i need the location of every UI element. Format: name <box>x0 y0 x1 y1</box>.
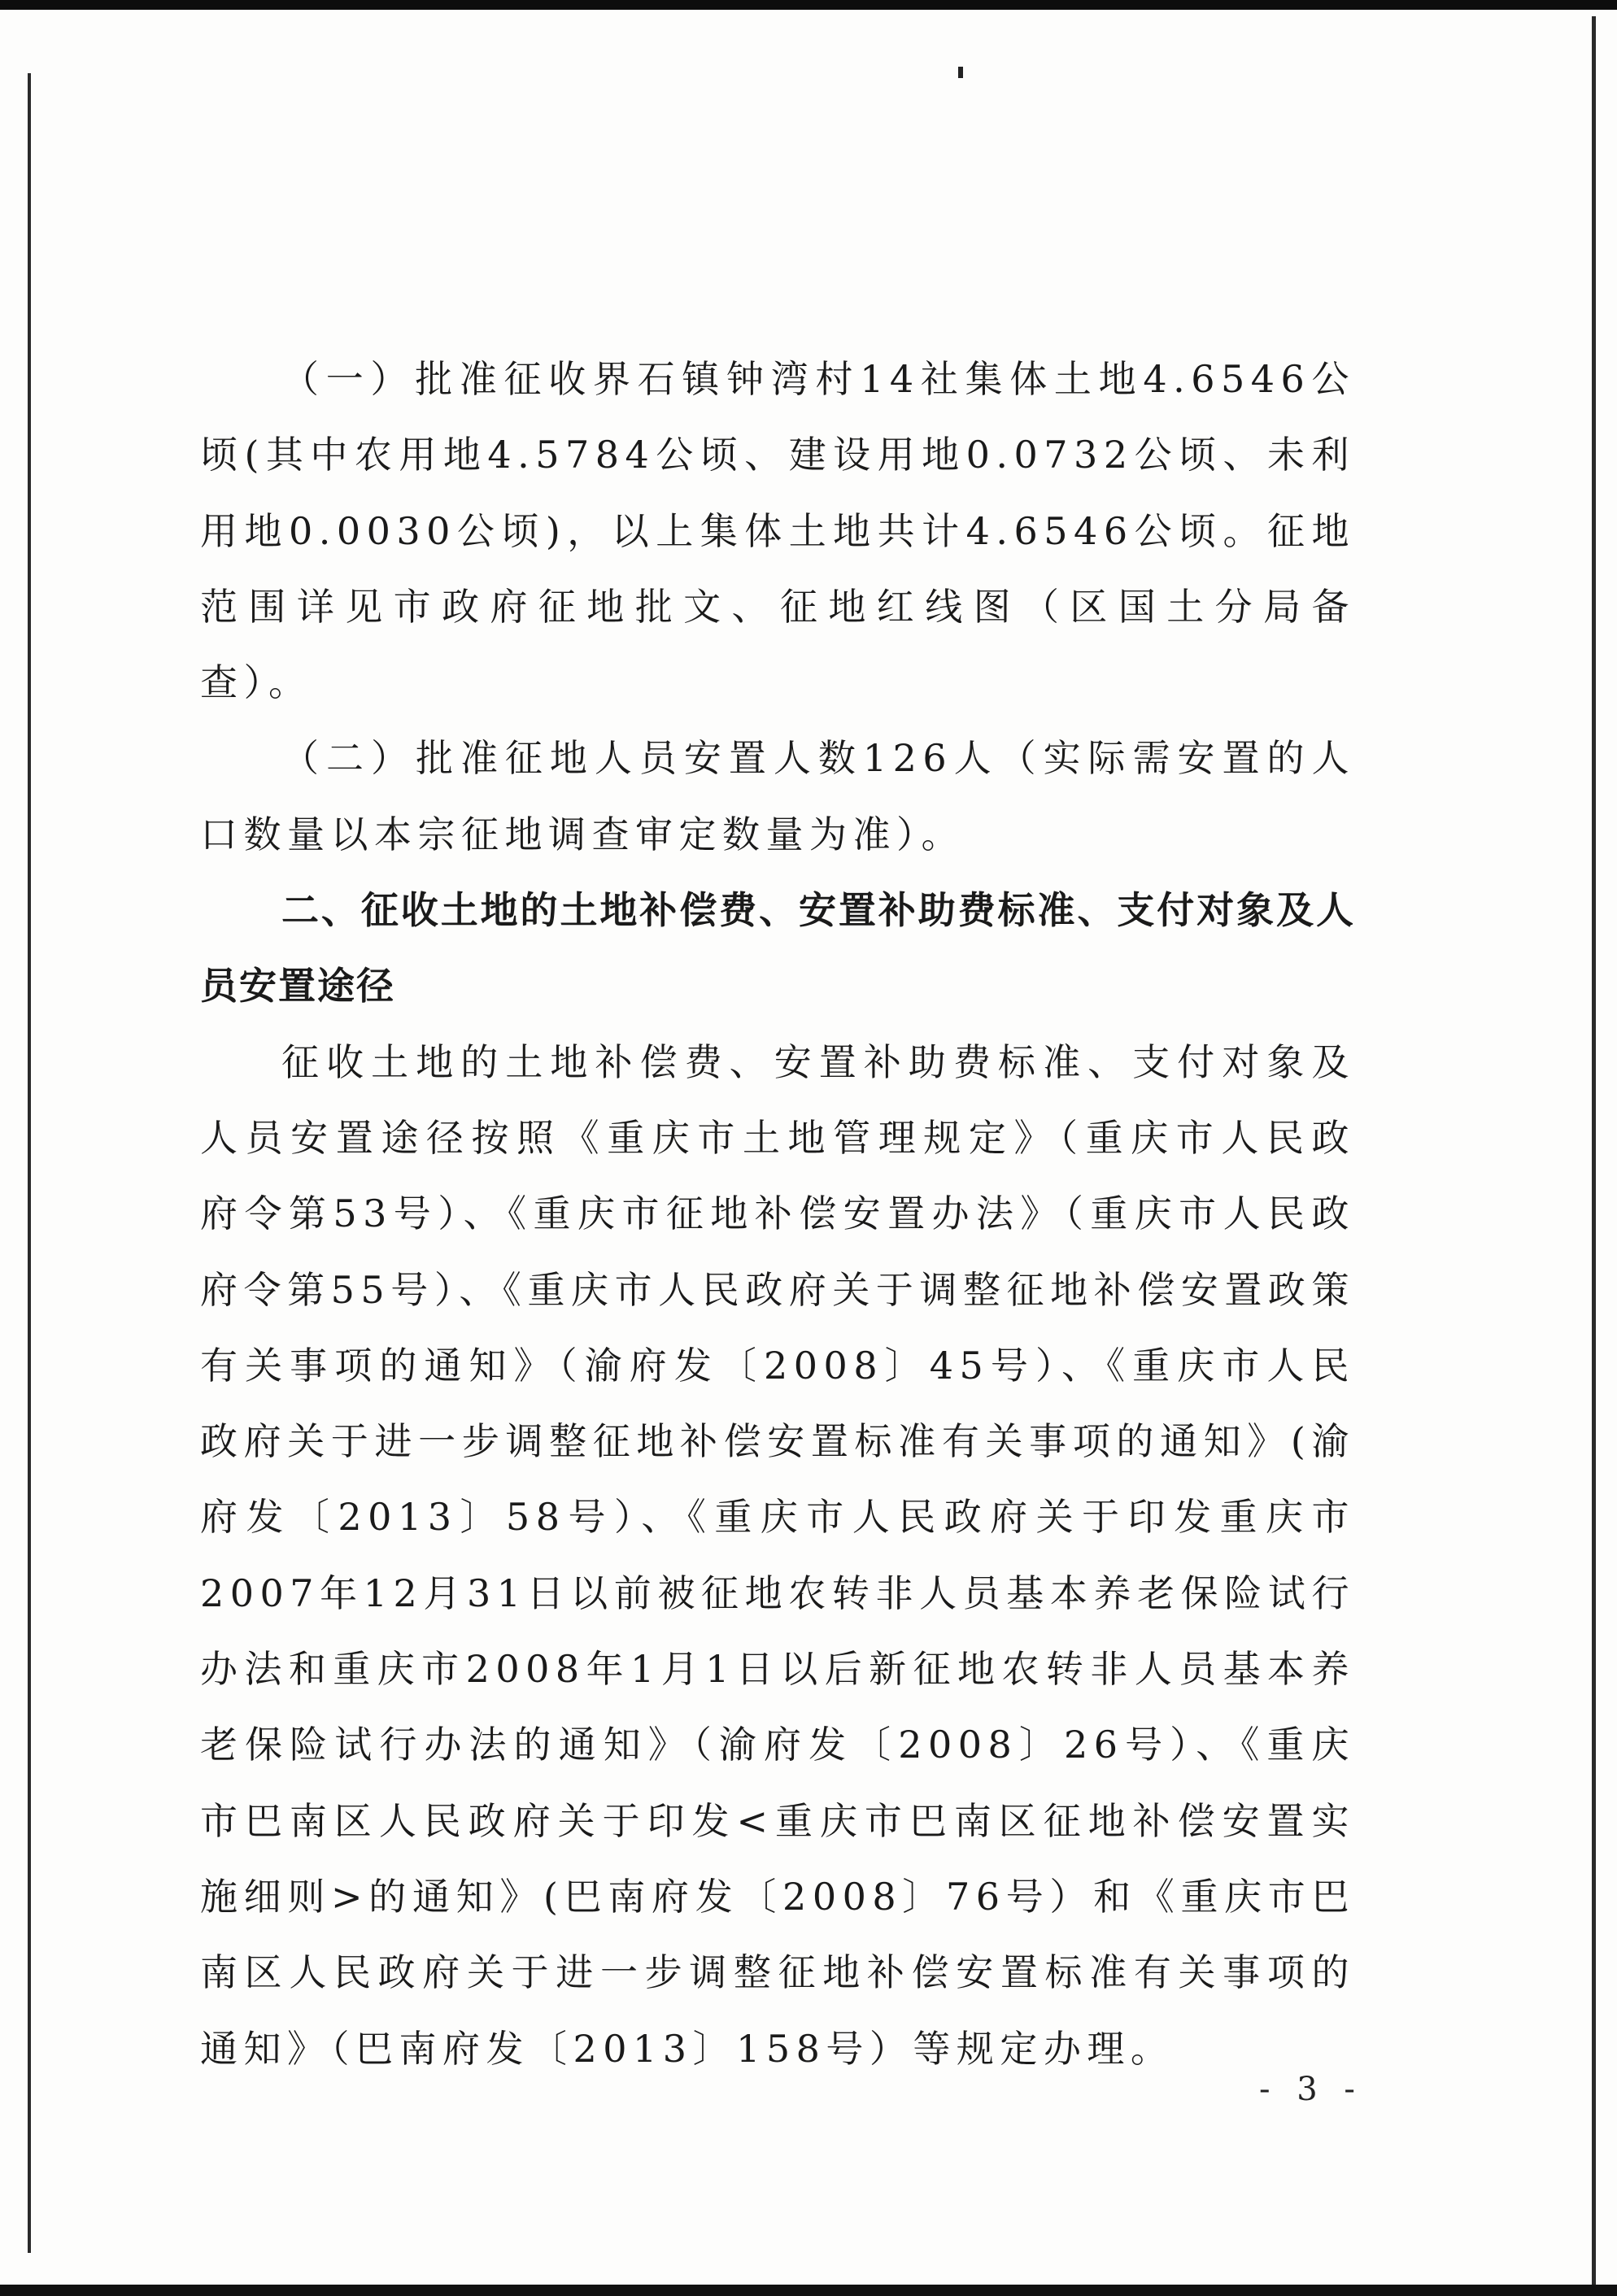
section-heading: 二、征收土地的土地补偿费、安置补助费标准、支付对象及人员安置途径 <box>200 888 1355 1009</box>
scan-speck <box>958 67 963 78</box>
paragraph-compensation-rules: 征收土地的土地补偿费、安置补助费标准、支付对象及人员安置途径按照《重庆市土地管理规定》（重庆市人民政府令第53号）、《重庆市征地补偿安置办法》（重庆市人民政府令第55号）、《重庆市人民政府关于调整征地补偿安置政策有关事项的通知》（渝府发〔2008〕45号）、《重庆市人民政府关于进一步调整征地补偿安置标准有关事项的通知》(渝府发〔2013〕58号）、《重庆市人民政府关于印发重庆市2007年12月31日以前被征地农转非人员基本养老保险试行办法和重庆市2008年1月1日以后新征地农转非人员基本养老保险试行办法的通知》（渝府发〔2008〕26号）、《重庆市巴南区人民政府关于印发<重庆市巴南区征地补偿安置实施细则>的通知》(巴南府发〔2008〕76号）和《重庆市巴南区人民政府关于进一步调整征地补偿安置标准有关事项的通知》（巴南府发〔2013〕158号）等规定办理。 <box>200 1039 1355 2071</box>
paragraph-land-acquisition: （一）批准征收界石镇钟湾村14社集体土地4.6546公顷(其中农用地4.5784公顷、建设用地0.0732公顷、未利用地0.0030公顷)，以上集体土地共计4.6546公顷。征地范围详见市政府征地批文、征地红线图（区国土分局备查）。 <box>200 357 1355 705</box>
scan-border-bottom <box>0 2285 1617 2296</box>
scan-line-right <box>1592 16 1596 2294</box>
page-number: - 3 - <box>1259 2071 1363 2108</box>
scan-border-top <box>0 0 1617 10</box>
paragraph-resettlement-count: （二）批准征地人员安置人数126人（实际需安置的人口数量以本宗征地调查审定数量为准）。 <box>200 736 1355 856</box>
document-body <box>200 342 1355 2087</box>
scan-line-left <box>28 73 31 2253</box>
